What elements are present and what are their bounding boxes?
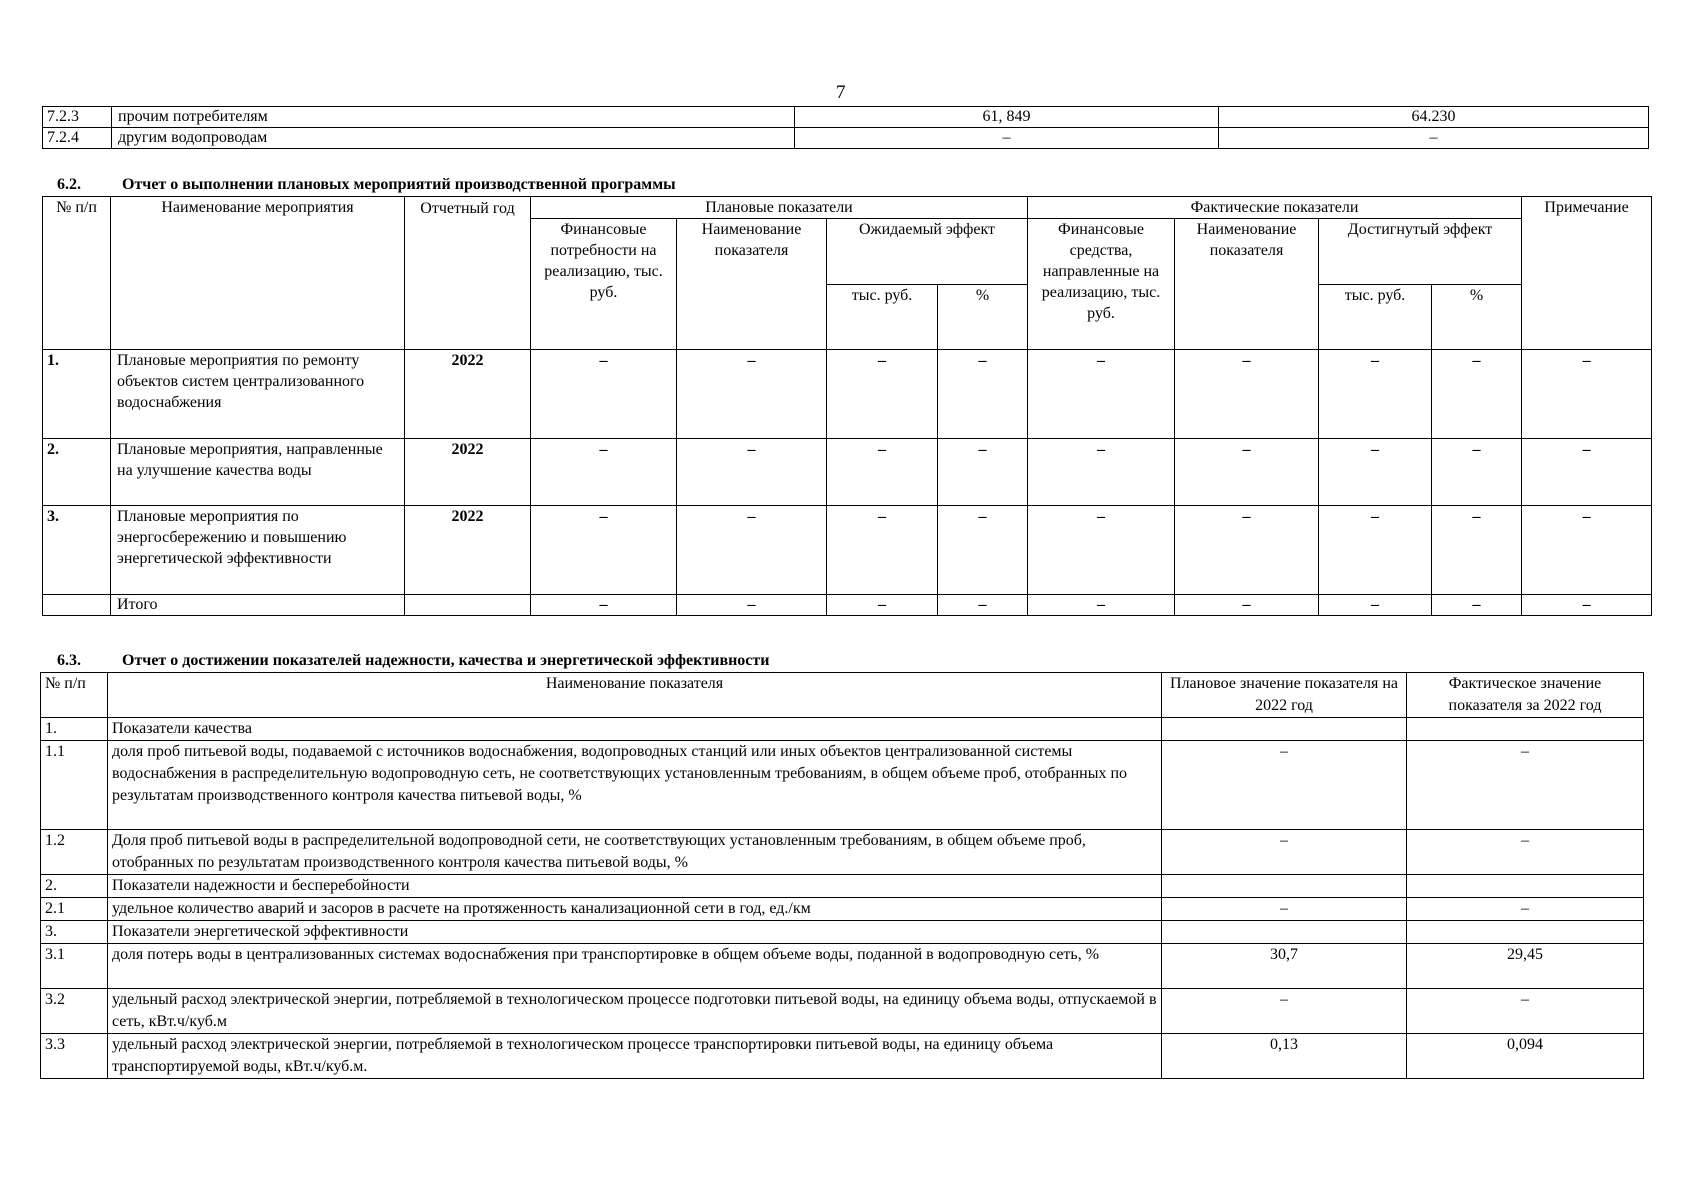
row-value: 64.230 xyxy=(1219,107,1649,128)
row-number: 2. xyxy=(41,875,108,898)
row-value: – xyxy=(1219,128,1649,149)
table-row xyxy=(43,128,1649,149)
total-cell: – xyxy=(1175,595,1319,616)
row-cell: – xyxy=(677,506,827,595)
total-cell: – xyxy=(1522,595,1652,616)
header-plan: Плановое значение показателя на 2022 год xyxy=(1162,673,1407,718)
row-number: 1.1 xyxy=(41,741,108,830)
header-num: № п/п xyxy=(41,673,108,718)
row-number: 2.1 xyxy=(41,898,108,921)
table-reliability-indicators xyxy=(40,672,1644,1079)
row-cell: – xyxy=(1175,506,1319,595)
page-number: 7 xyxy=(836,82,846,103)
header-fact-pct: % xyxy=(1432,284,1522,350)
row-cell: – xyxy=(1319,350,1432,439)
row-plan: – xyxy=(1162,741,1407,830)
header-plan-indicator: Наименование показателя xyxy=(677,219,827,350)
row-number: 3. xyxy=(41,921,108,944)
total-cell: – xyxy=(827,595,938,616)
total-label: Итого xyxy=(111,595,405,616)
row-number: 7.2.4 xyxy=(43,128,112,149)
header-note-blank xyxy=(1522,284,1652,350)
row-name: удельный расход электрической энергии, потребляемой в технологическом процессе транспортировки питьевой воды, на единицу объема транспортируемой воды, кВт.ч/куб.м. xyxy=(108,1034,1162,1079)
row-cell: – xyxy=(1522,350,1652,439)
header-fact: Фактическое значение показателя за 2022 год xyxy=(1407,673,1644,718)
row-number: 1.2 xyxy=(41,830,108,875)
row-plan: 30,7 xyxy=(1162,944,1407,989)
row-number: 1. xyxy=(43,350,111,439)
total-year-blank xyxy=(405,595,531,616)
row-number-blank xyxy=(43,595,111,616)
row-fact xyxy=(1407,718,1644,741)
row-year: 2022 xyxy=(405,439,531,506)
row-cell: – xyxy=(1432,506,1522,595)
table-water-supply-continuation xyxy=(42,106,1649,149)
table-row xyxy=(41,875,1644,898)
header-plan-thous: тыс. руб. xyxy=(827,284,938,350)
table-row xyxy=(43,439,1652,506)
row-value: 61, 849 xyxy=(795,107,1219,128)
row-plan: – xyxy=(1162,989,1407,1034)
row-number: 3.3 xyxy=(41,1034,108,1079)
row-cell: – xyxy=(677,350,827,439)
table-row xyxy=(43,350,1652,439)
table-row xyxy=(41,718,1644,741)
row-cell: – xyxy=(827,350,938,439)
row-cell: – xyxy=(1522,439,1652,506)
row-cell: – xyxy=(827,506,938,595)
row-plan xyxy=(1162,921,1407,944)
header-name: Наименование показателя xyxy=(108,673,1162,718)
total-cell: – xyxy=(1432,595,1522,616)
row-cell: – xyxy=(1319,439,1432,506)
row-number: 2. xyxy=(43,439,111,506)
header-fact-finance: Финансовые средства, направленные на реализацию, тыс. руб. xyxy=(1028,219,1175,350)
row-plan: – xyxy=(1162,898,1407,921)
section-title: Отчет о достижении показателей надежности, качества и энергетической эффективности xyxy=(122,652,770,669)
row-cell: – xyxy=(1432,350,1522,439)
row-name: Показатели качества xyxy=(108,718,1162,741)
table-planned-measures xyxy=(42,196,1652,616)
header-fact: Фактические показатели xyxy=(1028,197,1522,219)
total-cell: – xyxy=(938,595,1028,616)
table-row xyxy=(41,830,1644,875)
row-cell: – xyxy=(677,439,827,506)
row-number: 3.1 xyxy=(41,944,108,989)
row-cell: – xyxy=(1028,350,1175,439)
row-cell: – xyxy=(1175,350,1319,439)
row-value: – xyxy=(795,128,1219,149)
row-fact xyxy=(1407,921,1644,944)
row-fact: – xyxy=(1407,898,1644,921)
table-row xyxy=(41,741,1644,830)
row-name: Показатели надежности и бесперебойности xyxy=(108,875,1162,898)
row-fact xyxy=(1407,875,1644,898)
row-cell: – xyxy=(938,350,1028,439)
header-num: № п/п xyxy=(43,197,111,350)
row-fact: – xyxy=(1407,989,1644,1034)
row-name: Показатели энергетической эффективности xyxy=(108,921,1162,944)
header-fact-indicator: Наименование показателя xyxy=(1175,219,1319,350)
row-cell: – xyxy=(531,350,677,439)
row-name: Плановые мероприятия по энергосбережению и повышению энергетической эффективности xyxy=(111,506,405,595)
row-name: прочим потребителям xyxy=(112,107,795,128)
row-name: удельное количество аварий и засоров в расчете на протяженность канализационной сети в год, ед./км xyxy=(108,898,1162,921)
total-cell: – xyxy=(677,595,827,616)
table-row-total xyxy=(43,595,1652,616)
section-title: Отчет о выполнении плановых мероприятий производственной программы xyxy=(122,176,676,193)
table-row xyxy=(41,921,1644,944)
row-year: 2022 xyxy=(405,350,531,439)
row-cell: – xyxy=(1028,506,1175,595)
row-year: 2022 xyxy=(405,506,531,595)
table-row xyxy=(43,107,1649,128)
header-name: Наименование мероприятия xyxy=(111,197,405,350)
row-number: 7.2.3 xyxy=(43,107,112,128)
table-row xyxy=(41,989,1644,1034)
row-cell: – xyxy=(531,506,677,595)
row-fact: – xyxy=(1407,741,1644,830)
row-cell: – xyxy=(938,506,1028,595)
total-cell: – xyxy=(531,595,677,616)
header-year: Отчетный год xyxy=(405,197,531,350)
row-cell: – xyxy=(1175,439,1319,506)
row-fact: 29,45 xyxy=(1407,944,1644,989)
header-note: Примечание xyxy=(1522,197,1652,285)
row-plan: 0,13 xyxy=(1162,1034,1407,1079)
header-plan-pct: % xyxy=(938,284,1028,350)
total-cell: – xyxy=(1319,595,1432,616)
row-cell: – xyxy=(1432,439,1522,506)
row-fact: 0,094 xyxy=(1407,1034,1644,1079)
header-fact-effect: Достигнутый эффект xyxy=(1319,219,1522,285)
row-cell: – xyxy=(827,439,938,506)
row-fact: – xyxy=(1407,830,1644,875)
table-row xyxy=(41,1034,1644,1079)
row-number: 3.2 xyxy=(41,989,108,1034)
row-cell: – xyxy=(938,439,1028,506)
section-number: 6.2. xyxy=(57,176,81,193)
row-name: Плановые мероприятия по ремонту объектов систем централизованного водоснабжения xyxy=(111,350,405,439)
row-name: удельный расход электрической энергии, потребляемой в технологическом процессе подготовки питьевой воды, на единицу объема воды, отпускаемой в сеть, кВт.ч/куб.м xyxy=(108,989,1162,1034)
total-cell: – xyxy=(1028,595,1175,616)
row-name: другим водопроводам xyxy=(112,128,795,149)
row-name: Доля проб питьевой воды в распределительной водопроводной сети, не соответствующих установленным требованиям, в общем объеме проб, отобранных по результатам производственного контроля качества питьевой воды, % xyxy=(108,830,1162,875)
row-number: 3. xyxy=(43,506,111,595)
section-number: 6.3. xyxy=(57,652,81,669)
row-plan xyxy=(1162,875,1407,898)
header-fact-thous: тыс. руб. xyxy=(1319,284,1432,350)
header-plan-finance: Финансовые потребности на реализацию, тыс. руб. xyxy=(531,219,677,350)
row-number: 1. xyxy=(41,718,108,741)
row-name: доля проб питьевой воды, подаваемой с источников водоснабжения, водопроводных станций или иных объектов централизованной системы водоснабжения в распределительную водопроводную сеть, не соответствующих установленным требованиям, в общем объеме проб, отобранных по результатам производственного контроля качества питьевой воды, % xyxy=(108,741,1162,830)
row-name: доля потерь воды в централизованных системах водоснабжения при транспортировке в общем объеме воды, поданной в водопроводную сеть, % xyxy=(108,944,1162,989)
row-name: Плановые мероприятия, направленные на улучшение качества воды xyxy=(111,439,405,506)
table-row xyxy=(41,898,1644,921)
row-cell: – xyxy=(1319,506,1432,595)
row-cell: – xyxy=(531,439,677,506)
section-heading-6-2 xyxy=(57,176,676,194)
row-cell: – xyxy=(1028,439,1175,506)
row-cell: – xyxy=(1522,506,1652,595)
header-plan-effect: Ожидаемый эффект xyxy=(827,219,1028,285)
table-row xyxy=(41,944,1644,989)
row-plan: – xyxy=(1162,830,1407,875)
table-row xyxy=(43,506,1652,595)
row-plan xyxy=(1162,718,1407,741)
section-heading-6-3 xyxy=(57,652,769,670)
header-plan: Плановые показатели xyxy=(531,197,1028,219)
